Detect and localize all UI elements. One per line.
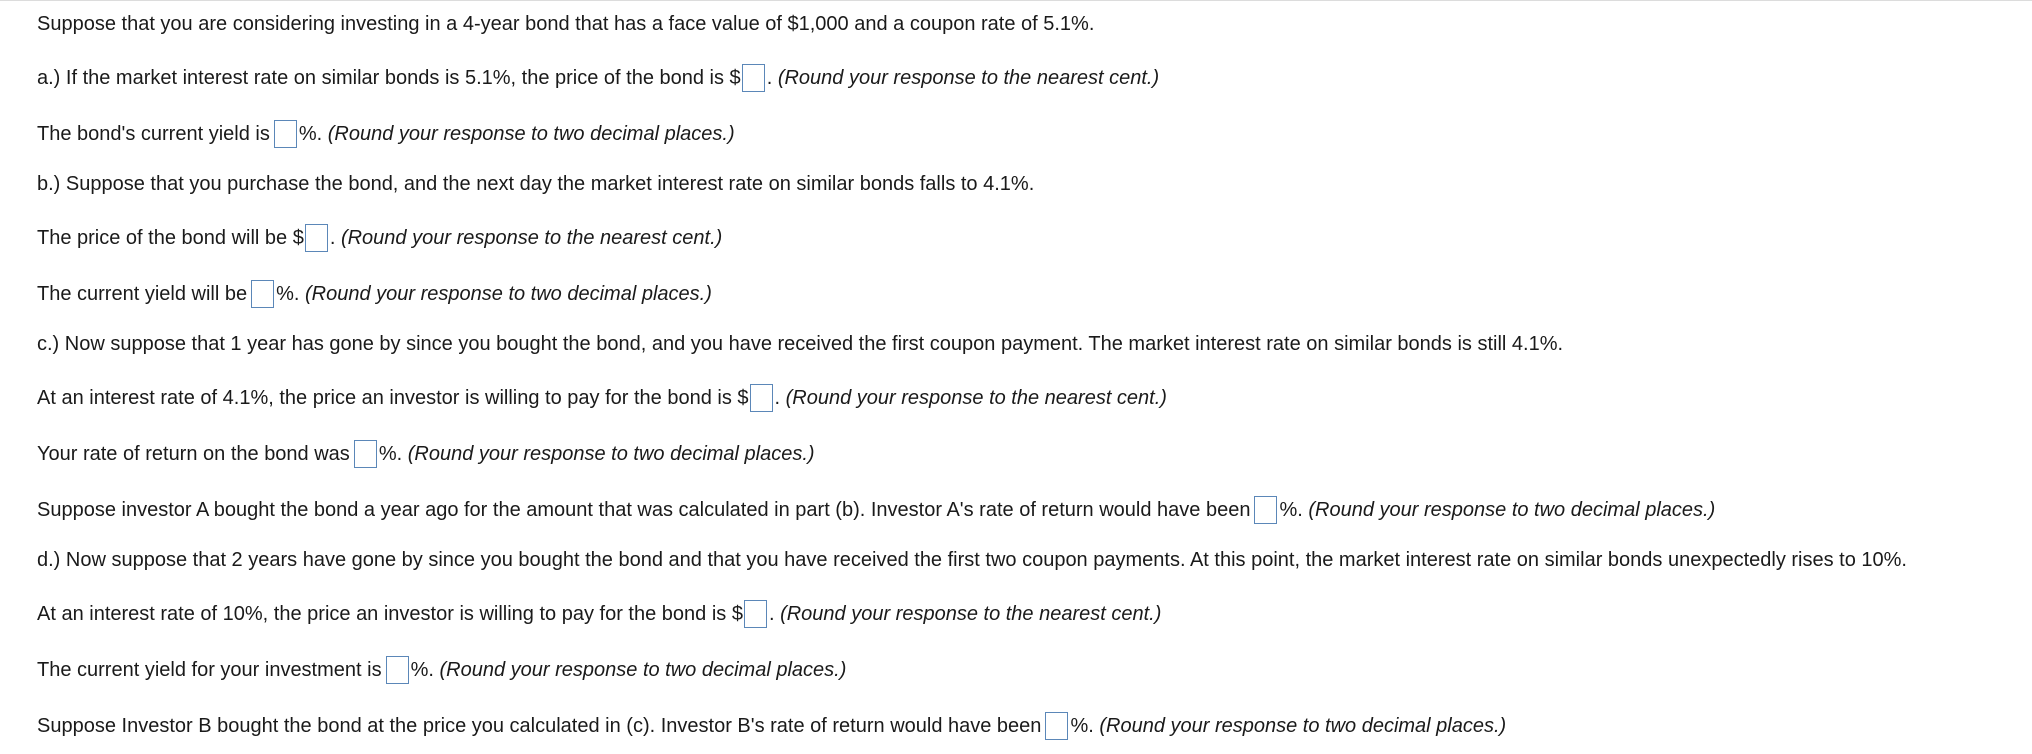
rounding-hint: (Round your response to two decimal places.) xyxy=(327,123,735,145)
question-d-investor-b-text: Suppose Investor B bought the bond at the price you calculated in (c). Investor B's rate of return would have been xyxy=(37,715,1042,737)
rounding-hint: (Round your response to two decimal places.) xyxy=(1099,715,1507,737)
question-c-price-suffix: . xyxy=(774,387,781,409)
question-a-yield-suffix: %. xyxy=(298,123,323,145)
question-b-text: b.) Suppose that you purchase the bond, and the next day the market interest rate on similar bonds falls to 4.1%. xyxy=(37,173,1035,195)
question-c-price xyxy=(37,386,2017,410)
question-d-investor-b-suffix: %. xyxy=(1070,715,1094,737)
question-d-investor-b xyxy=(37,714,2017,738)
rounding-hint: (Round your response to the nearest cent.) xyxy=(340,227,723,249)
question-b-price-suffix: . xyxy=(329,227,336,249)
answer-input-c-price[interactable] xyxy=(750,384,773,412)
question-b-price-text: The price of the bond will be $ xyxy=(37,227,304,249)
rounding-hint: (Round your response to the nearest cent.) xyxy=(780,603,1162,625)
question-b-yield-text: The current yield will be xyxy=(37,283,248,305)
intro-text: Suppose that you are considering investing in a 4-year bond that has a face value of $1,000 and a coupon rate of 5.1%. xyxy=(37,13,1095,35)
question-c-return-text: Your rate of return on the bond was xyxy=(37,443,350,465)
answer-input-a-yield[interactable] xyxy=(274,120,297,148)
rounding-hint: (Round your response to two decimal places.) xyxy=(439,659,847,681)
answer-input-c-investor-a[interactable] xyxy=(1254,496,1277,524)
question-intro xyxy=(37,12,2017,36)
question-b-statement xyxy=(37,172,2017,196)
rounding-hint: (Round your response to the nearest cent.) xyxy=(785,387,1167,409)
answer-input-b-price[interactable] xyxy=(305,224,328,252)
answer-input-d-investor-b[interactable] xyxy=(1045,712,1068,740)
question-b-yield xyxy=(37,282,2017,306)
question-a-yield-text: The bond's current yield is xyxy=(37,123,270,145)
question-c-investor-a xyxy=(37,498,2017,522)
question-b-yield-suffix: %. xyxy=(276,283,300,305)
question-a-price xyxy=(37,66,2017,90)
question-d-text: d.) Now suppose that 2 years have gone by since you bought the bond and that you have received the first two coupon payments. At this point, the market interest rate on similar bonds unexpectedly rises to 10%. xyxy=(37,549,1907,571)
question-d-price-text: At an interest rate of 10%, the price an investor is willing to pay for the bond is $ xyxy=(37,603,743,625)
question-c-return-suffix: %. xyxy=(378,443,403,465)
question-d-statement xyxy=(37,548,2017,572)
answer-input-b-yield[interactable] xyxy=(251,280,274,308)
question-c-text: c.) Now suppose that 1 year has gone by since you bought the bond, and you have received the first coupon payment. The market interest rate on similar bonds is still 4.1%. xyxy=(37,333,1564,355)
question-b-price xyxy=(37,226,2017,250)
question-c-statement xyxy=(37,332,2017,356)
question-d-yield-text: The current yield for your investment is xyxy=(37,659,382,681)
question-a-yield xyxy=(37,122,2017,146)
question-d-yield-suffix: %. xyxy=(410,659,434,681)
question-c-investor-a-text: Suppose investor A bought the bond a year ago for the amount that was calculated in part (b). Investor A's rate of return would have been xyxy=(37,499,1251,521)
question-c-return xyxy=(37,442,2017,466)
question-d-price xyxy=(37,602,2017,626)
question-a-price-text: a.) If the market interest rate on similar bonds is 5.1%, the price of the bond is $ xyxy=(37,67,741,89)
rounding-hint: (Round your response to two decimal places.) xyxy=(305,283,712,305)
answer-input-c-return[interactable] xyxy=(354,440,377,468)
answer-input-d-yield[interactable] xyxy=(386,656,409,684)
rounding-hint: (Round your response to two decimal places.) xyxy=(407,443,815,465)
question-d-price-suffix: . xyxy=(768,603,775,625)
question-content xyxy=(37,12,2017,738)
top-divider xyxy=(0,0,2032,1)
question-d-yield xyxy=(37,658,2017,682)
question-a-price-suffix: . xyxy=(766,67,773,89)
rounding-hint: (Round your response to the nearest cent.) xyxy=(777,67,1160,89)
rounding-hint: (Round your response to two decimal places.) xyxy=(1308,499,1716,521)
question-c-price-text: At an interest rate of 4.1%, the price an investor is willing to pay for the bond is $ xyxy=(37,387,749,409)
answer-input-a-price[interactable] xyxy=(742,64,765,92)
answer-input-d-price[interactable] xyxy=(744,600,767,628)
question-c-investor-a-suffix: %. xyxy=(1279,499,1303,521)
